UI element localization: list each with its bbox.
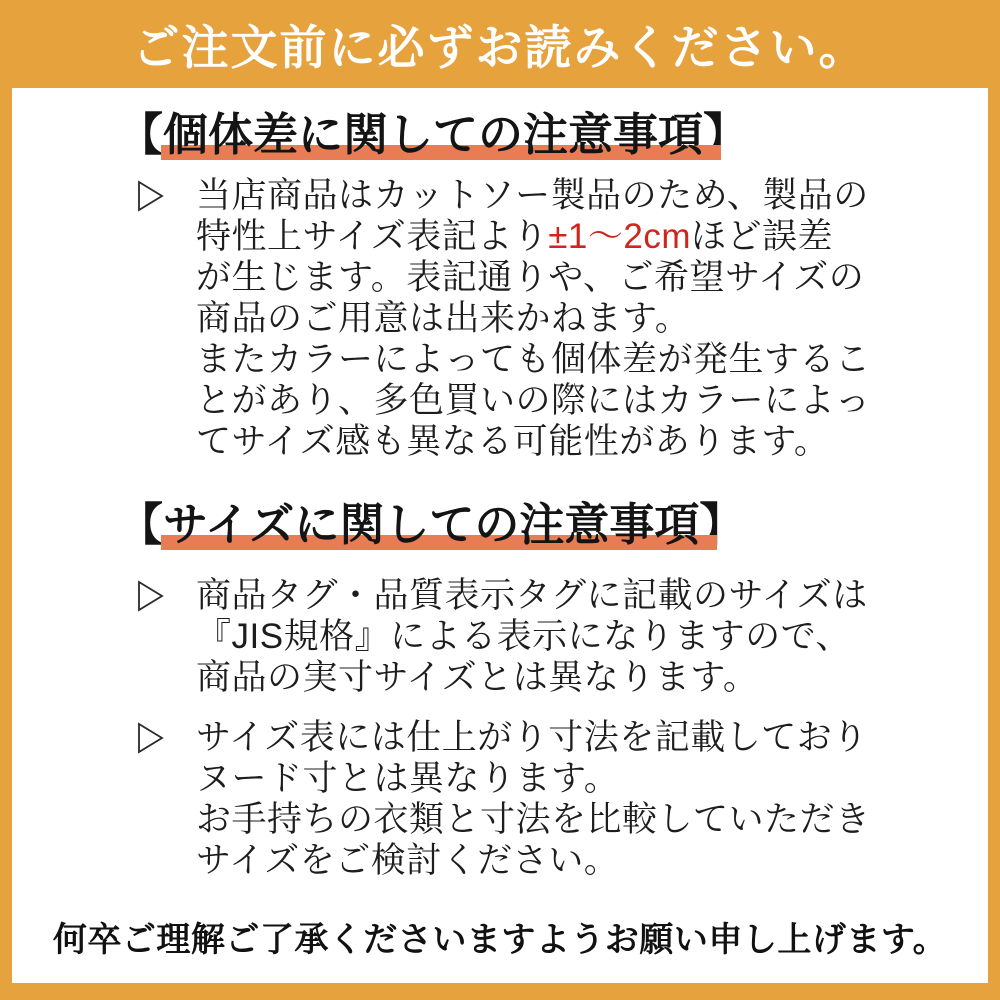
- section-heading-size: [118, 498, 988, 551]
- bracket-open: 【: [118, 109, 164, 160]
- bracket-open: 【: [118, 499, 164, 550]
- body-line: 商品の実寸サイズとは異なります。: [196, 658, 759, 697]
- body-line: とがあり、多色買いの際にはカラーによっ: [196, 381, 871, 420]
- size-tolerance-highlight: ±1〜2cm: [548, 217, 691, 256]
- body-line: お手持ちの衣類と寸法を比較していただき: [196, 800, 871, 839]
- bracket-close: 】: [703, 109, 749, 160]
- triangle-bullet-icon: [137, 180, 164, 212]
- top-banner: [0, 0, 1000, 88]
- body-line: ヌード寸とは異なります。: [196, 759, 620, 798]
- body-line: またカラーによっても個体差が発生するこ: [196, 340, 871, 379]
- heading-text: 個体差に関しての注意事項: [163, 109, 704, 160]
- footer-message: 何卒ご理解ご了承くださいますようお願い申し上げます。: [52, 921, 948, 959]
- body-line: サイズをご検討ください。: [196, 841, 620, 880]
- content-panel: [12, 88, 988, 983]
- body-line: てサイズ感も異なる可能性があります。: [196, 422, 830, 461]
- banner-title: ご注文前に必ずお読みください。: [132, 20, 868, 74]
- section-heading-individual-difference: [118, 108, 988, 161]
- body-line: サイズ表には仕上がり寸法を記載しており: [196, 718, 868, 757]
- body-line: が生じます。表記通りや、ご希望サイズの: [196, 258, 865, 297]
- body-line: 『JIS規格』による表示になりますので、: [196, 617, 851, 656]
- body-line: 商品タグ・品質表示タグに記載のサイズは: [196, 576, 868, 615]
- bullet-item-finished-measurements: [137, 717, 988, 881]
- highlight-pre: 特性上サイズ表記より: [196, 217, 549, 256]
- triangle-bullet-icon: [137, 580, 164, 612]
- heading-text: サイズに関しての注意事項: [163, 499, 700, 550]
- bullet-text: [196, 717, 871, 881]
- bullet-item-jis-standard: [137, 575, 988, 698]
- body-line: 商品のご用意は出来かねます。: [196, 299, 691, 338]
- body-line: 当店商品はカットソー製品のため、製品の: [196, 176, 869, 215]
- triangle-bullet-icon: [137, 722, 164, 754]
- bullet-item-individual-difference: [137, 175, 988, 462]
- bracket-close: 】: [699, 499, 745, 550]
- bullet-text: [196, 575, 868, 698]
- body-line-with-highlight: [196, 216, 871, 257]
- bullet-text: [196, 175, 871, 462]
- highlight-post: ほど誤差: [691, 217, 834, 256]
